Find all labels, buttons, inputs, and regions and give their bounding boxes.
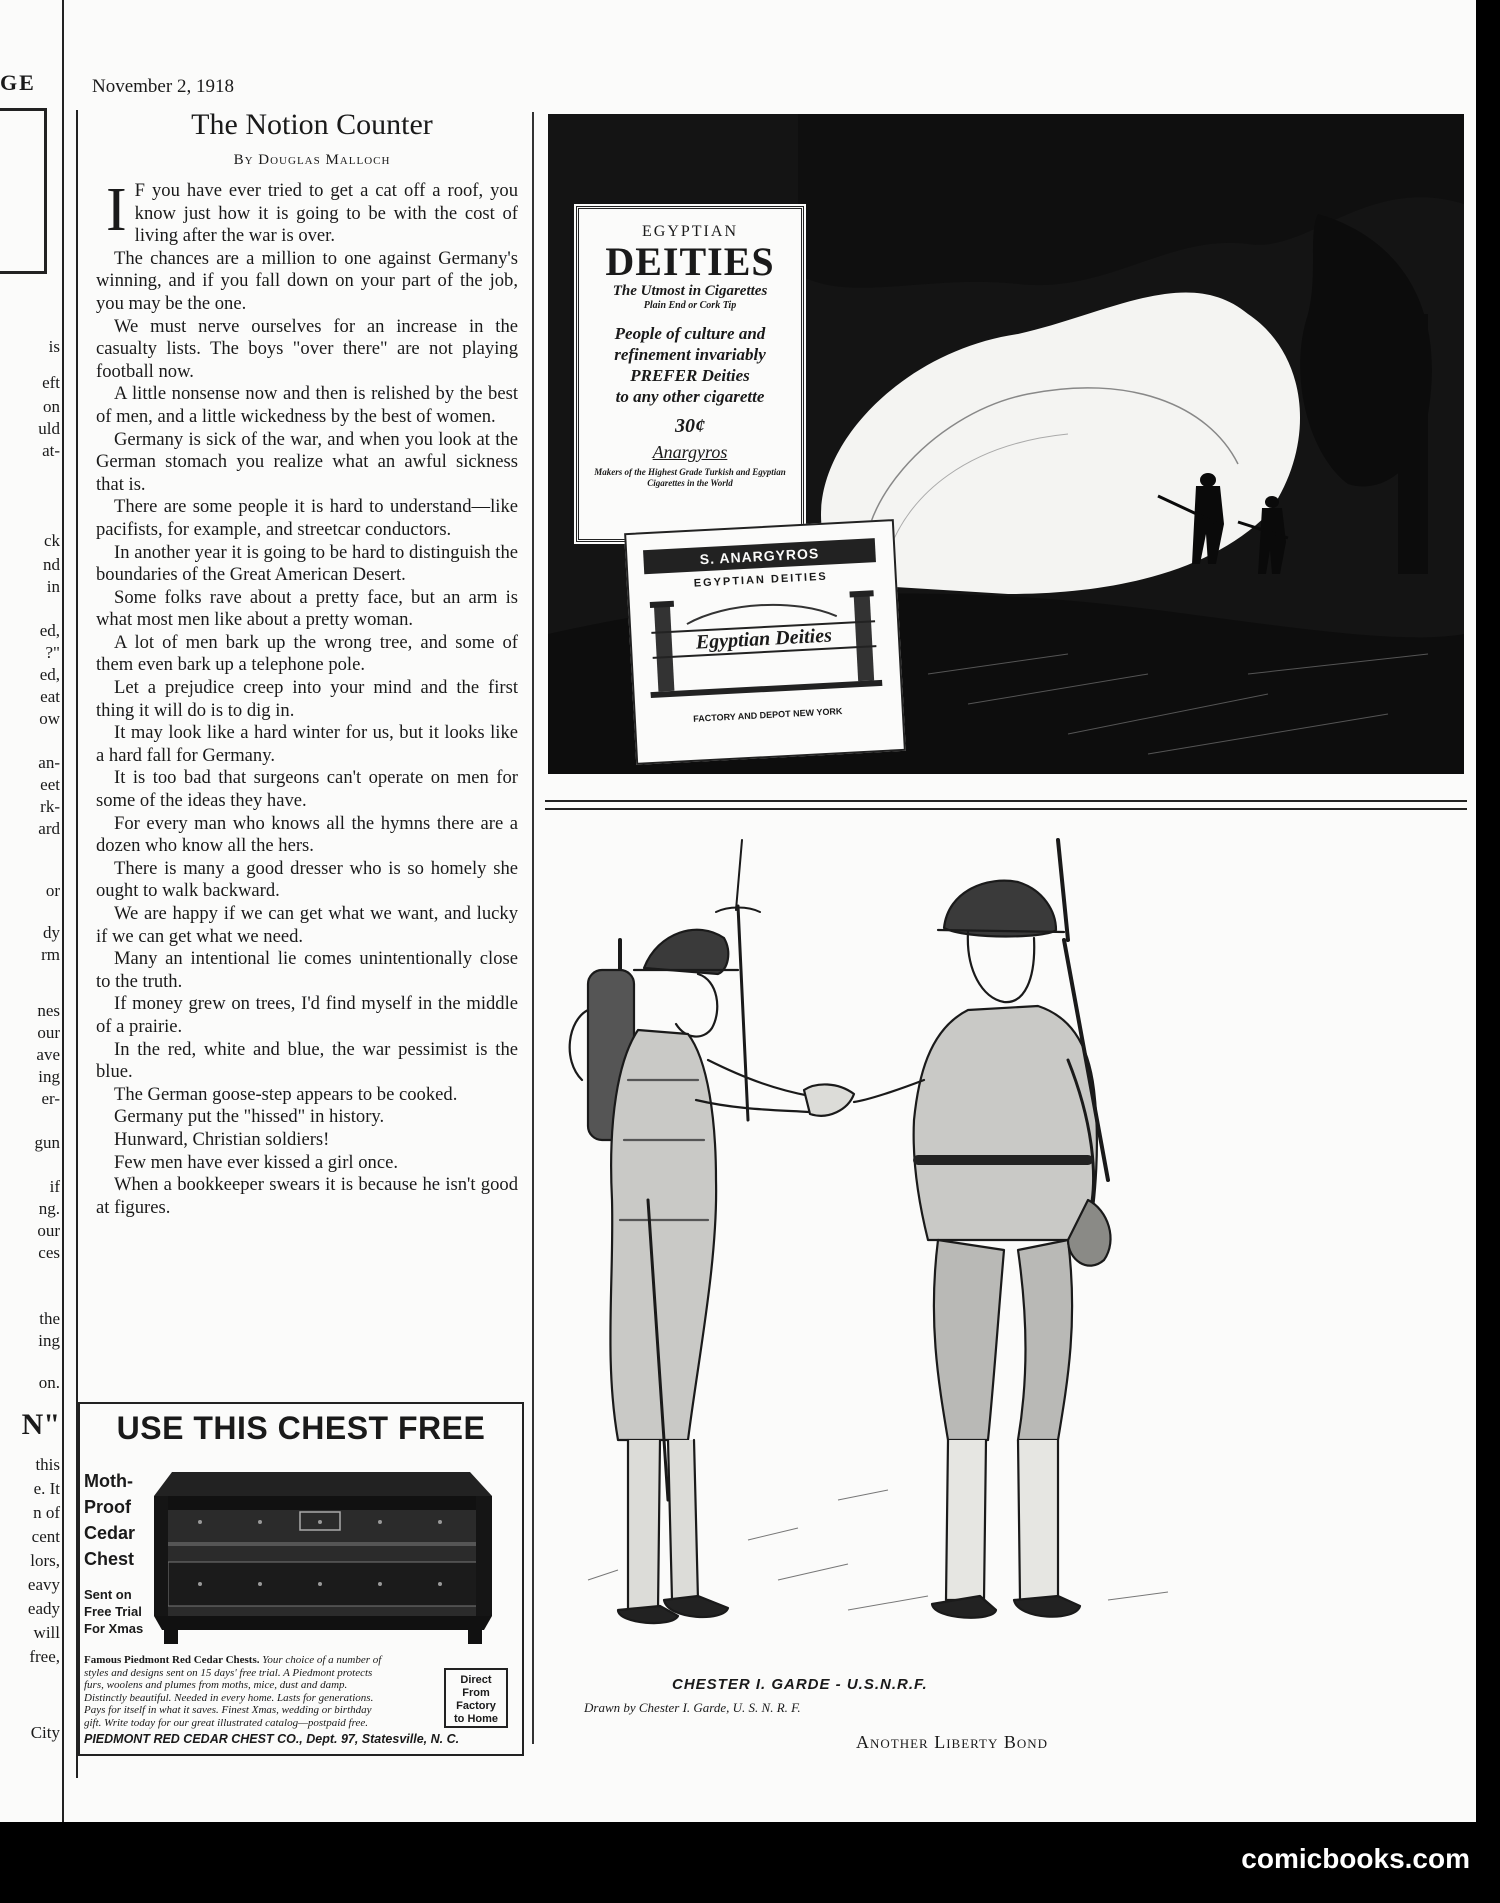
chest-ad-headline: USE THIS CHEST FREE (116, 1410, 486, 1446)
ad-copy-line: to any other cigarette (615, 387, 765, 406)
gutter-fragment: an- (38, 753, 60, 772)
gutter-header: GE (0, 70, 36, 95)
chest-sent-line: For Xmas (84, 1621, 144, 1636)
gutter-fragment: on (43, 397, 60, 416)
gutter-fragment: ing (38, 1331, 60, 1350)
gutter-box-frame (0, 108, 47, 274)
gutter-fragment: in (46, 577, 60, 596)
box-subtitle: EGYPTIAN DEITIES (693, 570, 829, 590)
previous-page-gutter (0, 0, 64, 1822)
chest-side-line: Cedar (84, 1523, 136, 1543)
article-paragraph: The chances are a million to one against Germany's winning, and if you fall down on your part of the job, you may be the one. (96, 247, 518, 314)
article-title: The Notion Counter (191, 108, 433, 141)
box-factory: FACTORY AND DEPOT NEW YORK (692, 706, 843, 724)
cartoon-caption: Another Liberty Bond (856, 1732, 1049, 1752)
gutter-fragment: dy (43, 923, 60, 942)
article-paragraph: There is many a good dresser who is so homely she ought to walk backward. (96, 857, 518, 902)
direct-line: Factory (456, 1700, 496, 1712)
article-paragraph: We must nerve ourselves for an increase in the casualty lists. The boys "over there" are not playing football now. (96, 315, 518, 382)
gutter-fragment: eft (42, 373, 60, 392)
ad-copy-line: People of culture and (614, 324, 766, 343)
gutter-fragment: at- (42, 441, 60, 460)
ad-signature: Anargyros (652, 442, 728, 462)
article-paragraph: Many an intentional lie comes unintentionally close to the truth. (96, 948, 518, 992)
gutter-fragment: gun (34, 1133, 60, 1152)
ad-price: 30¢ (675, 415, 705, 437)
article-byline: By Douglas Malloch (233, 152, 391, 168)
cedar-chest-illustration (140, 1452, 500, 1648)
gutter-fragment: N" (21, 1408, 60, 1441)
gutter-fragment: this (35, 1455, 60, 1474)
first-paragraph-text: F you have ever tried to get a cat off a roof, you know just how it is going to be with the cost of living after the war is over. (134, 180, 518, 247)
ad-brand-top: EGYPTIAN (642, 223, 738, 240)
box-name: Egyptian Deities (651, 620, 876, 659)
article-first-paragraph (96, 176, 518, 248)
article-paragraph: There are some people it is hard to understand—like pacifists, for example, and streetcar conductors. (96, 496, 518, 540)
ad-copy-line: PREFER Deities (630, 366, 750, 385)
chest-ad-footer: PIEDMONT RED CEDAR CHEST CO., Dept. 97, Statesville, N. C. (84, 1732, 460, 1746)
gutter-fragment: ave (36, 1045, 60, 1064)
article-paragraph: In another year it is going to be hard to distinguish the boundaries of the Great American Desert. (96, 541, 518, 586)
chest-sent-line: Free Trial (84, 1604, 142, 1619)
gutter-fragment: or (45, 881, 60, 900)
chest-ad-copy (84, 1654, 384, 1729)
ad-tip: Plain End or Cork Tip (643, 300, 737, 311)
article-paragraph: Some folks rave about a pretty face, but an arm is what most men like about a pretty woman. (96, 586, 518, 631)
gutter-fragment: ces (38, 1243, 60, 1262)
gutter-fragment: er- (41, 1089, 60, 1108)
article-paragraph: Few men have ever kissed a girl once. (114, 1151, 398, 1173)
article-paragraph: In the red, white and blue, the war pessimist is the blue. (96, 1038, 518, 1083)
gutter-fragment: ed, (39, 665, 60, 684)
gutter-fragment: ow (39, 709, 60, 728)
gutter-fragment: the (39, 1309, 60, 1328)
gutter-fragment: lors, (30, 1551, 60, 1570)
gutter-fragment: ?" (45, 643, 60, 662)
cigarette-box-illustration (624, 519, 906, 765)
gutter-fragment: ed, (39, 621, 60, 640)
ad-tagline: The Utmost in Cigarettes (612, 283, 768, 299)
drop-cap: I (106, 176, 127, 244)
gutter-fragment: uld (38, 419, 60, 438)
article-paragraph: We are happy if we can get what we want, and lucky if we can get what we need. (96, 903, 518, 947)
double-rule (545, 800, 1467, 810)
gutter-fragment: eavy (27, 1575, 60, 1594)
gutter-fragment: will (33, 1623, 60, 1642)
ad-copy-line: refinement invariably (614, 345, 766, 364)
gutter-fragment: eat (40, 687, 60, 706)
direct-from-factory-box (444, 1668, 508, 1728)
gutter-fragment: our (37, 1221, 60, 1240)
article-body (96, 176, 518, 1219)
cartoon-signature: CHESTER I. GARDE - U.S.N.R.F. (672, 1676, 928, 1693)
direct-line: From (462, 1687, 490, 1699)
direct-line: Direct (460, 1674, 492, 1686)
article-paragraph: Germany put the "hissed" in history. (114, 1106, 385, 1128)
gutter-fragment: is (48, 337, 60, 356)
direct-line: to Home (454, 1713, 498, 1725)
deities-ad-card (576, 206, 804, 542)
chest-copy-text: Your choice of a number of styles and designs sent on 15 days' free trial. A Piedmont protects furs, woolens and plumes from moths, mice, dust and damp. Distinctly beautiful. Needed in every home. Lasts for generations. Pays for itself in what it saves. Finest Xmas, wedding or birthday gift. Write today for our great illustrated catalog—postpaid free. (84, 1654, 382, 1729)
gutter-fragment: eet (40, 775, 60, 794)
gutter-fragment: our (37, 1023, 60, 1042)
article-paragraphs (96, 248, 518, 1220)
article-paragraph: Hunward, Christian soldiers! (114, 1128, 330, 1150)
gutter-fragment: nd (43, 555, 60, 574)
site-watermark: comicbooks.com (1241, 1843, 1470, 1874)
gutter-fragment: eady (27, 1599, 60, 1618)
article-paragraph: For every man who knows all the hymns there are a dozen who know all the hers. (96, 812, 518, 857)
gutter-fragment: n of (33, 1503, 60, 1522)
article-paragraph: Let a prejudice creep into your mind and the first thing it will do is to dig in. (96, 677, 518, 721)
ad-copy (579, 323, 801, 407)
article-paragraph: It may look like a hard winter for us, but it looks like a hard fall for Germany. (96, 722, 518, 766)
gutter-fragment: nes (37, 1001, 60, 1020)
gutter-fragment: cent (31, 1527, 60, 1546)
article-paragraph: The German goose-step appears to be cooked. (114, 1083, 458, 1105)
cartoon-credit: Drawn by Chester I. Garde, U. S. N. R. F. (584, 1700, 801, 1715)
gutter-fragment: ing (38, 1067, 60, 1086)
cedar-chest-ad (78, 1402, 524, 1756)
column-rule (532, 112, 534, 1744)
ad-makers: Makers of the Highest Grade Turkish and Egyptian Cigarettes in the World (594, 467, 786, 488)
article-paragraph: A lot of men bark up the wrong tree, and some of them even bark up a telephone pole. (96, 631, 518, 676)
gutter-fragment: ng. (38, 1199, 60, 1218)
page-date: November 2, 1918 (92, 76, 234, 97)
article-paragraph: It is too bad that surgeons can't operate on men for some of the ideas they have. (96, 767, 518, 812)
chest-side-line: Chest (84, 1549, 135, 1569)
chest-sent-line: Sent on (84, 1587, 132, 1602)
chest-side-line: Proof (84, 1497, 131, 1517)
article-paragraph: If money grew on trees, I'd find myself in the middle of a prairie. (96, 993, 518, 1037)
chest-side-line: Moth- (84, 1471, 133, 1491)
gutter-fragment: City (30, 1723, 60, 1742)
soldiers-handshake-cartoon (548, 820, 1464, 1676)
gutter-fragment: rm (41, 945, 60, 964)
gutter-fragment: ard (38, 819, 60, 838)
ad-brand-name: DEITIES (605, 239, 775, 284)
gutter-fragment: free, (29, 1647, 60, 1666)
gutter-fragment: ck (43, 531, 60, 550)
gutter-fragment: rk- (40, 797, 60, 816)
box-band: S. ANARGYROS (643, 538, 876, 574)
article-paragraph: Germany is sick of the war, and when you look at the German stomach you realize what an awful sickness that is. (96, 428, 518, 495)
gutter-fragment: if (49, 1177, 60, 1196)
gutter-fragment: e. It (33, 1479, 60, 1498)
egyptian-deities-ad (548, 114, 1464, 774)
chest-copy-bold: Famous Piedmont Red Cedar Chests. (84, 1654, 260, 1666)
gutter-fragment: on. (38, 1373, 60, 1392)
article-paragraph: When a bookkeeper swears it is because he isn't good at figures. (96, 1174, 518, 1218)
article-paragraph: A little nonsense now and then is relished by the best of men, and a little wickedness by the best of women. (96, 383, 518, 427)
